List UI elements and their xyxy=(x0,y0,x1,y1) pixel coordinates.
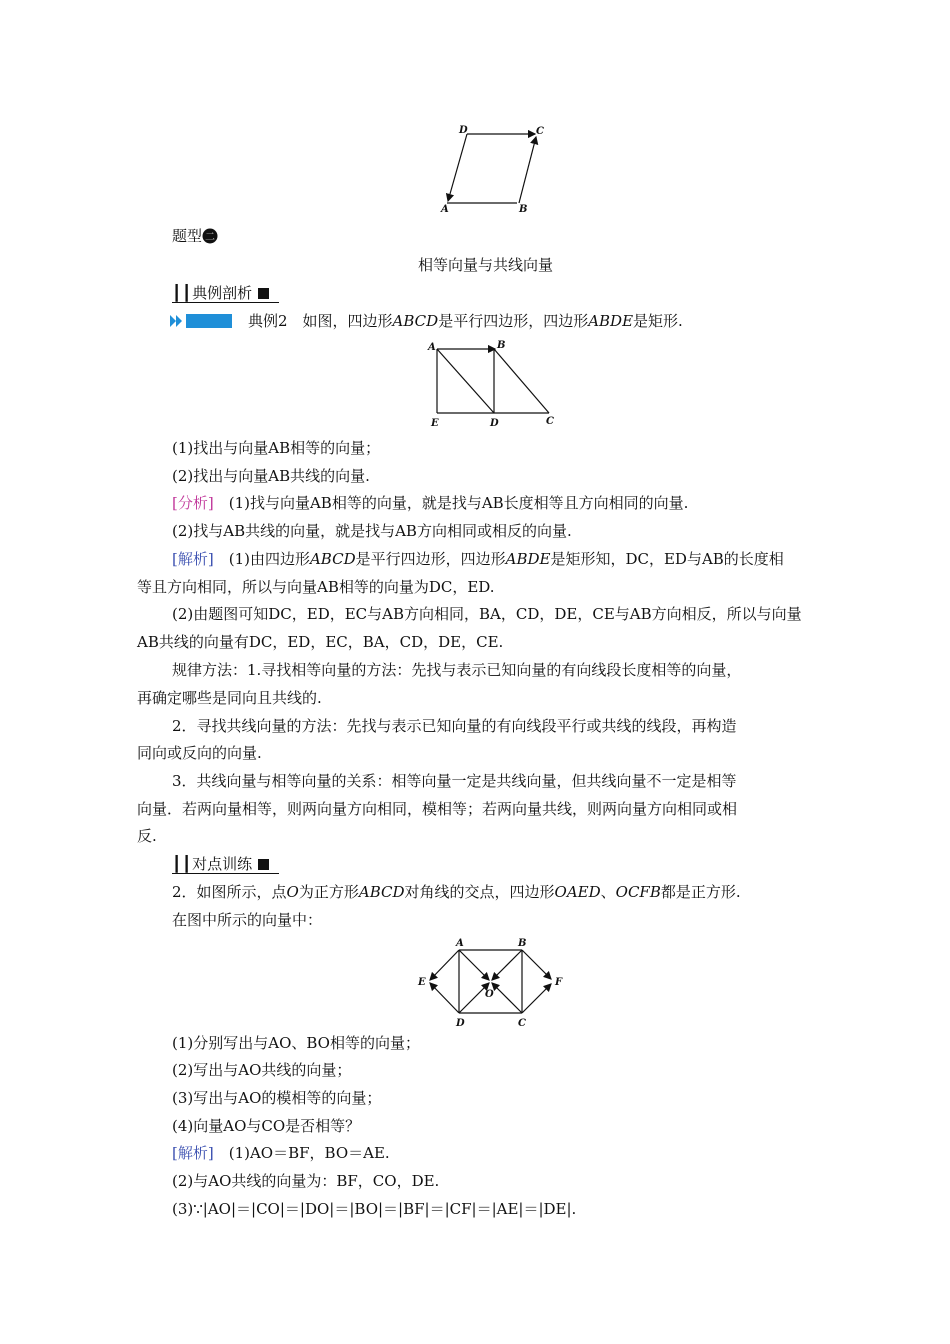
figure-rectangle-parallelogram xyxy=(425,338,560,430)
practice-line-2: 在图中所示的向量中： xyxy=(172,911,323,929)
solution-line-3: (2)由题图可知DC，ED，EC与AB方向相同，BA，CD，DE，CE与AB方向相反，所以与向量 xyxy=(172,605,802,623)
label-C: C xyxy=(536,126,544,137)
example-analysis-heading xyxy=(172,283,269,303)
solution-line-4: AB共线的向量有DC，ED，EC，BA，CD，DE，CE. xyxy=(137,633,504,651)
analysis-line-2: (2)找与AB共线的向量，就是找与AB方向相同或相反的向量. xyxy=(172,522,572,540)
practice-l1-sep: 、 xyxy=(600,883,616,901)
solution-l1-v1: ABCD xyxy=(309,550,356,568)
method-line-7: 反. xyxy=(137,827,157,845)
figure-squares xyxy=(412,935,572,1029)
label-D: D xyxy=(456,1018,465,1029)
solution-l1-mid: 是平行四边形，四边形 xyxy=(355,550,506,568)
solution-l1-v2: ABDE xyxy=(505,550,551,568)
label-F: F xyxy=(555,977,563,988)
practice-l1-v3: OAED xyxy=(554,883,601,901)
practice-l1-pre: 2．如图所示，点 xyxy=(172,883,287,901)
label-D: D xyxy=(459,125,468,136)
label-B: B xyxy=(518,938,527,949)
type-heading xyxy=(172,226,218,246)
practice-l1-mid2: 对角线的交点，四边形 xyxy=(404,883,555,901)
play-forward-icon xyxy=(170,314,232,328)
label-A: A xyxy=(441,204,449,215)
question-1: (1)找出与向量AB相等的向量； xyxy=(172,439,381,457)
label-A: A xyxy=(428,342,436,353)
practice-solution-line-3: (3)∵|AO|＝|CO|＝|DO|＝|BO|＝|BF|＝|CF|＝|AE|＝|DE|. xyxy=(172,1200,577,1218)
method-line-4: 同向或反向的向量. xyxy=(137,744,262,762)
solution-l1-pre: (1)由四边形 xyxy=(213,550,310,568)
method-line-1: 规律方法：1.寻找相等向量的方法：先找与表示已知向量的有向线段长度相等的向量， xyxy=(172,661,742,679)
practice-solution-line-2: (2)与AO共线的向量为：BF，CO，DE. xyxy=(172,1172,440,1190)
method-line-5: 3．共线向量与相等向量的关系：相等向量一定是共线向量，但共线向量不一定是相等 xyxy=(172,772,737,790)
method-line-2: 再确定哪些是同向且共线的. xyxy=(137,689,322,707)
label-C: C xyxy=(518,1018,526,1029)
example2-mid: 是平行四边形，四边形 xyxy=(438,312,589,330)
example2-text xyxy=(248,311,683,331)
square-icon xyxy=(258,288,269,299)
practice-solution-line-1 xyxy=(172,1143,390,1163)
label-A: A xyxy=(456,938,464,949)
label-E: E xyxy=(431,418,439,429)
label-B: B xyxy=(497,340,506,351)
solution-l1-post: 是矩形知，DC，ED与AB的长度相 xyxy=(550,550,784,568)
heading-text: 典例剖析 xyxy=(192,284,253,302)
analysis-tag: [分析] xyxy=(172,494,214,512)
practice-question-2: (2)写出与AO共线的向量； xyxy=(172,1061,352,1079)
example2-post: 是矩形. xyxy=(633,312,683,330)
solution-line-1 xyxy=(172,549,784,569)
practice-question-4: (4)向量AO与CO是否相等？ xyxy=(172,1117,361,1135)
example2-pre: 典例2 如图，四边形 xyxy=(248,312,393,330)
heading-underline xyxy=(172,873,279,874)
heading-text: 对点训练 xyxy=(192,855,253,873)
practice-solution-tag: [解析] xyxy=(172,1144,214,1162)
heading-underline xyxy=(172,302,279,303)
practice-l1-mid: 为正方形 xyxy=(298,883,359,901)
practice-question-1: (1)分别写出与AO、BO相等的向量； xyxy=(172,1034,420,1052)
practice-line-1 xyxy=(172,882,741,902)
practice-solution-text-1: (1)AO＝BF，BO＝AE. xyxy=(213,1144,390,1162)
practice-question-3: (3)写出与AO的模相等的向量； xyxy=(172,1089,382,1107)
example-badge xyxy=(170,313,232,327)
section-title: 相等向量与共线向量 xyxy=(418,256,554,274)
practice-l1-v2: ABCD xyxy=(358,883,405,901)
label-O: O xyxy=(485,989,494,1000)
analysis-line-1 xyxy=(172,493,688,513)
solution-line-2: 等且方向相同，所以与向量AB相等的向量为DC，ED. xyxy=(137,578,495,596)
figure-parallelogram xyxy=(430,122,560,218)
solution-tag: [解析] xyxy=(172,550,214,568)
method-line-6: 向量．若两向量相等，则两向量方向相同，模相等；若两向量共线，则两向量方向相同或相 xyxy=(137,800,738,818)
practice-heading xyxy=(172,854,269,874)
example2-v1: ABCD xyxy=(392,312,439,330)
label-D: D xyxy=(490,418,499,429)
heading-bars: ┃┃ xyxy=(172,855,193,873)
label-E: E xyxy=(418,977,426,988)
practice-l1-post: 都是正方形. xyxy=(660,883,741,901)
circled-number-icon xyxy=(202,228,218,244)
type-heading-label: 题型 xyxy=(172,227,203,245)
label-B: B xyxy=(519,204,528,215)
label-C: C xyxy=(546,416,554,427)
square-icon xyxy=(258,859,269,870)
circled-number-text: 二 xyxy=(205,232,216,243)
practice-l1-v1: O xyxy=(286,883,299,901)
analysis-text-1: (1)找与向量AB相等的向量，就是找与AB长度相等且方向相同的向量. xyxy=(213,494,689,512)
question-2: (2)找出与向量AB共线的向量. xyxy=(172,467,370,485)
practice-l1-v4: OCFB xyxy=(615,883,661,901)
method-line-3: 2．寻找共线向量的方法：先找与表示已知向量的有向线段平行或共线的线段，再构造 xyxy=(172,717,737,735)
heading-bars: ┃┃ xyxy=(172,284,193,302)
example2-v2: ABDE xyxy=(588,312,634,330)
